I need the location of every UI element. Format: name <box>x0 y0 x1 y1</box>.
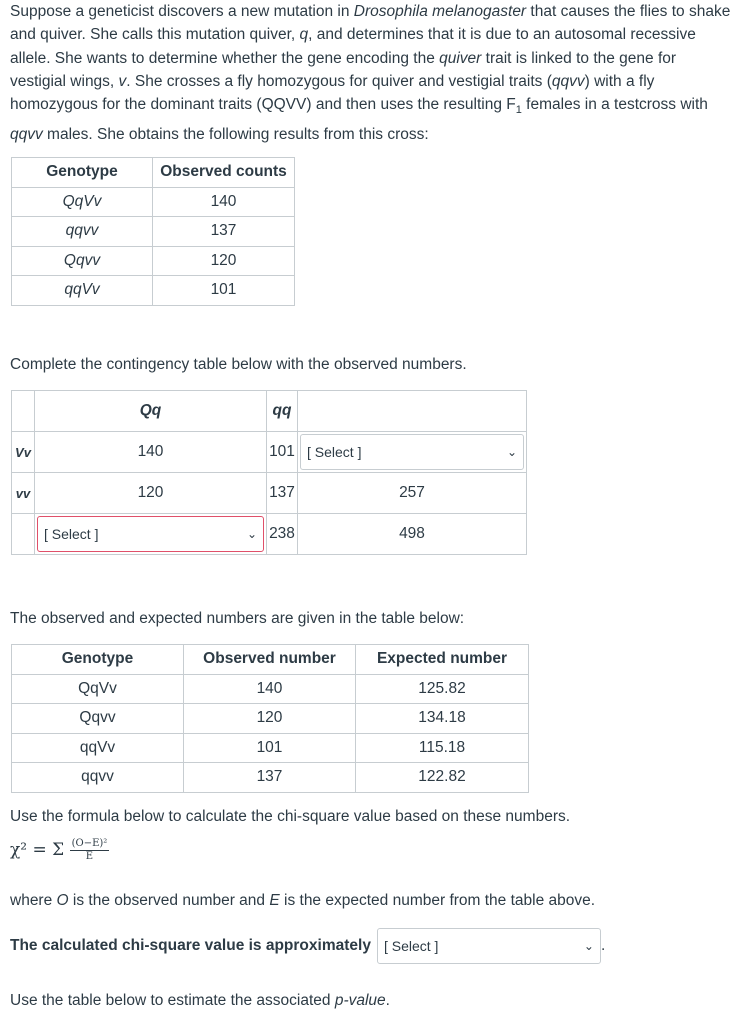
table-row: qqvv 137 122.82 <box>12 763 529 793</box>
chevron-down-icon: ⌄ <box>246 527 257 541</box>
qq-total-select[interactable]: [ Select ] ⌄ <box>37 516 264 552</box>
col-header-Qq: Qq <box>35 391 267 432</box>
chi-square-question: The calculated chi-square value is approximately [ Select ] ⌄ . <box>10 928 605 964</box>
table-row: Qqvv 120 134.18 <box>12 704 529 734</box>
vv-total-select[interactable]: [ Select ] ⌄ <box>300 434 524 470</box>
chi-square-select[interactable]: [ Select ] ⌄ <box>377 928 601 964</box>
corner-cell <box>12 391 35 432</box>
chi-square-formula: χ² = Σ $\frac{\text{(O−E)²}}{E}$ <box>10 838 108 862</box>
pvalue-instructions: Use the table below to estimate the associated p-value. <box>10 992 390 1009</box>
observed-counts-table <box>11 157 295 306</box>
formula-explanation: where O is the observed number and E is the expected number from the table above. <box>10 892 596 909</box>
table-header: Genotype <box>12 645 184 675</box>
table-header: Expected number <box>356 645 529 675</box>
table-row: [ Select ] ⌄ 238 498 <box>12 514 527 555</box>
table-row: qqVv 101 115.18 <box>12 733 529 763</box>
expected-table <box>11 644 529 793</box>
table-header: Observed number <box>184 645 356 675</box>
table-header: Observed counts <box>153 158 295 188</box>
question-intro: Suppose a geneticist discovers a new mutation in Drosophila melanogaster that causes the flies to shake and quiver. She calls this mutation quiver, q, and determines that it is due to an autosomal recessive allele. She wants to determine whether the gene encoding the quiver trait is linked to the gene for vestigial wings, v. She crosses a fly homozygous for quiver and vestigial traits (qqvv) with a fly homozygous for the dominant traits (QQVV) and then uses the resulting $F_1$ females in a testcross with qqvv males. She obtains the following results from this cross: <box>10 3 731 143</box>
table-row: QqVv 140 <box>12 187 295 217</box>
table-row: Qqvv 120 <box>12 246 295 276</box>
species-name: Drosophila melanogaster <box>353 3 527 20</box>
chevron-down-icon: ⌄ <box>583 939 594 953</box>
table-row: QqVv 140 125.82 <box>12 674 529 704</box>
table-row: qqvv 137 <box>12 217 295 247</box>
chevron-down-icon: ⌄ <box>506 445 517 459</box>
contingency-table <box>11 390 527 555</box>
expected-instructions: The observed and expected numbers are given in the table below: <box>10 610 465 627</box>
table-row: qqVv 101 <box>12 276 295 306</box>
table-row: Vv 140 101 [ Select ] ⌄ <box>12 432 527 473</box>
table-header: Genotype <box>12 158 153 188</box>
col-header-qq: qq <box>267 391 298 432</box>
contingency-instructions: Complete the contingency table below with the observed numbers. <box>10 356 467 373</box>
table-row: vv 120 137 257 <box>12 473 527 514</box>
formula-instructions: Use the formula below to calculate the chi-square value based on these numbers. <box>10 808 571 825</box>
